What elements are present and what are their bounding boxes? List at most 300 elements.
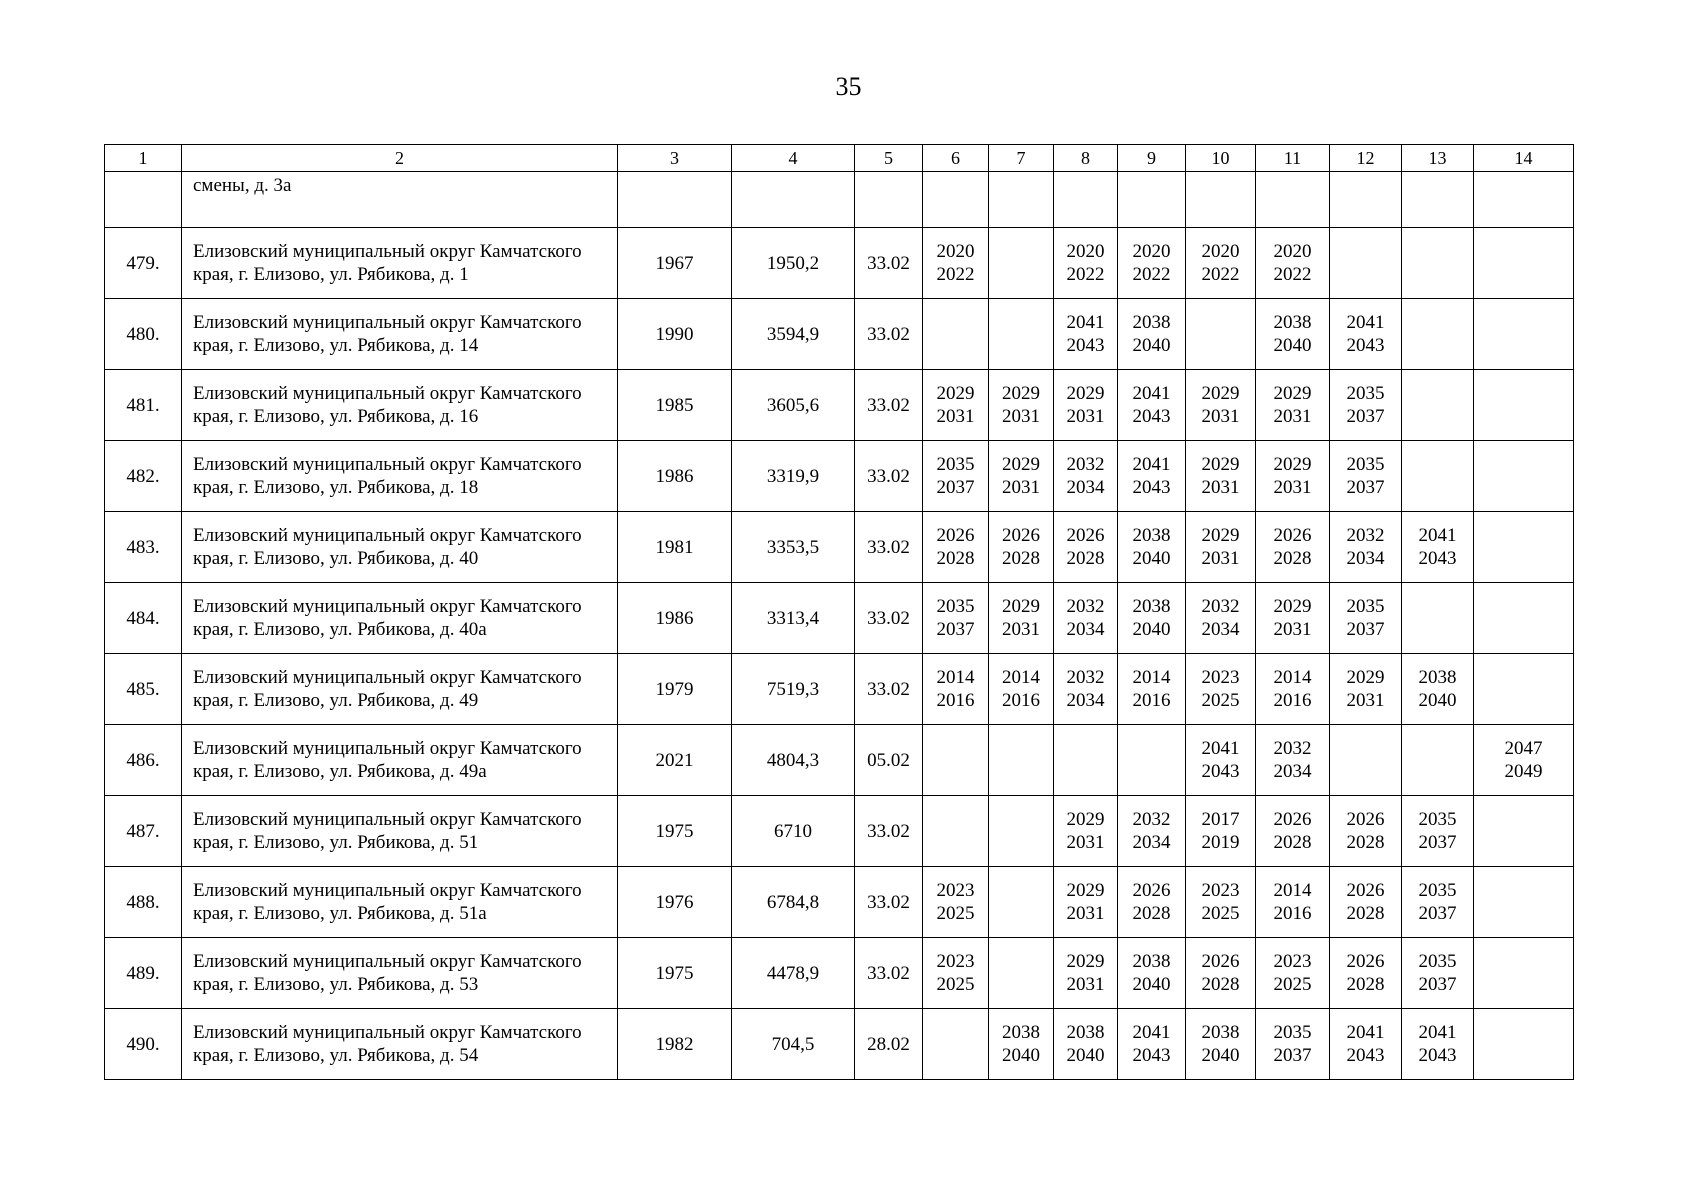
period-end: 2043: [1346, 1045, 1385, 1066]
code-cell: 33.02: [855, 796, 923, 867]
period-end: 2043: [1132, 1045, 1171, 1066]
period-cell: [1256, 583, 1330, 654]
period-start: 2029: [1273, 596, 1312, 617]
column-header: 10: [1186, 145, 1256, 172]
period-start: 2014: [1132, 667, 1171, 688]
period-start: 2023: [1273, 951, 1312, 972]
row-number-cell: 490.: [105, 1009, 182, 1080]
column-header: 13: [1402, 145, 1474, 172]
period-cell: [1118, 938, 1186, 1009]
code-cell: 33.02: [855, 583, 923, 654]
column-header: 1: [105, 145, 182, 172]
period-start: 2041: [1132, 383, 1171, 404]
address-cell: Елизовский муниципальный округ Камчатского края, г. Елизово, ул. Рябикова, д. 18: [182, 441, 618, 512]
period-cell: [1402, 370, 1474, 441]
period-cell: [1186, 228, 1256, 299]
period-cell: [923, 583, 989, 654]
period-start: 2026: [1273, 809, 1312, 830]
column-header: 11: [1256, 145, 1330, 172]
period-start: 2029: [1066, 880, 1105, 901]
period-cell: [1256, 725, 1330, 796]
period-cell: [1402, 512, 1474, 583]
period-end: 2040: [1066, 1045, 1105, 1066]
column-header: 5: [855, 145, 923, 172]
table-cell: [1118, 172, 1186, 228]
period-cell: [1474, 796, 1574, 867]
period-cell: [1256, 938, 1330, 1009]
header-row: [105, 145, 1574, 172]
address-cell: Елизовский муниципальный округ Камчатского края, г. Елизово, ул. Рябикова, д. 54: [182, 1009, 618, 1080]
period-cell: [1186, 370, 1256, 441]
period-cell: [923, 512, 989, 583]
code-cell: 33.02: [855, 228, 923, 299]
period-end: 2040: [1132, 335, 1171, 356]
row-number-cell: 483.: [105, 512, 182, 583]
period-start: 2014: [1002, 667, 1040, 688]
code-cell: 05.02: [855, 725, 923, 796]
area-cell: 4804,3: [732, 725, 855, 796]
period-cell: [1330, 1009, 1402, 1080]
table-row: [105, 228, 1574, 299]
code-cell: 33.02: [855, 441, 923, 512]
code-cell: 33.02: [855, 299, 923, 370]
area-cell: 1950,2: [732, 228, 855, 299]
table-cell: [105, 172, 182, 228]
table-cell: [732, 172, 855, 228]
period-end: 2031: [1002, 619, 1040, 640]
area-cell: 4478,9: [732, 938, 855, 1009]
period-cell: [1054, 441, 1118, 512]
period-start: 2038: [1132, 951, 1171, 972]
column-header: 6: [923, 145, 989, 172]
period-end: 2022: [1201, 264, 1240, 285]
period-start: 2026: [1273, 525, 1312, 546]
period-cell: [1330, 512, 1402, 583]
period-cell: [923, 441, 989, 512]
period-start: 2029: [1201, 454, 1240, 475]
period-start: 2020: [1273, 241, 1312, 262]
period-cell: [1474, 512, 1574, 583]
address-cell: Елизовский муниципальный округ Камчатского края, г. Елизово, ул. Рябикова, д. 51а: [182, 867, 618, 938]
period-end: 2037: [1418, 903, 1457, 924]
period-end: 2034: [1066, 619, 1105, 640]
period-cell: [1474, 583, 1574, 654]
year-built-cell: 1986: [618, 441, 732, 512]
period-end: 2028: [1066, 548, 1105, 569]
period-start: 2029: [1066, 951, 1105, 972]
period-start: 2020: [1201, 241, 1240, 262]
period-end: 2016: [1002, 690, 1040, 711]
row-number-cell: 482.: [105, 441, 182, 512]
address-cell: Елизовский муниципальный округ Камчатского края, г. Елизово, ул. Рябикова, д. 40а: [182, 583, 618, 654]
period-cell: [989, 1009, 1054, 1080]
period-start: 2026: [1346, 809, 1385, 830]
table-cell: [989, 172, 1054, 228]
period-end: 2025: [936, 974, 975, 995]
period-cell: [1256, 299, 1330, 370]
table-cell: [1474, 172, 1574, 228]
period-start: 2038: [1273, 312, 1312, 333]
period-cell: [1256, 441, 1330, 512]
period-cell: [1330, 938, 1402, 1009]
period-end: 2025: [1273, 974, 1312, 995]
period-cell: [1054, 512, 1118, 583]
address-cell: Елизовский муниципальный округ Камчатского края, г. Елизово, ул. Рябикова, д. 16: [182, 370, 618, 441]
period-cell: [1054, 1009, 1118, 1080]
period-end: 2043: [1132, 477, 1171, 498]
period-cell: [1186, 299, 1256, 370]
continuation-row: [105, 172, 1574, 228]
table-row: [105, 441, 1574, 512]
period-cell: [1118, 228, 1186, 299]
period-start: 2020: [936, 241, 975, 262]
period-start: 2023: [936, 951, 975, 972]
period-cell: [1402, 228, 1474, 299]
period-start: 2035: [1418, 809, 1457, 830]
row-number-cell: 487.: [105, 796, 182, 867]
address-cell: Елизовский муниципальный округ Камчатского края, г. Елизово, ул. Рябикова, д. 51: [182, 796, 618, 867]
period-start: 2026: [1132, 880, 1171, 901]
period-cell: [1402, 796, 1474, 867]
period-cell: [989, 583, 1054, 654]
period-cell: [1474, 441, 1574, 512]
column-header: 2: [182, 145, 618, 172]
period-end: 2040: [1273, 335, 1312, 356]
table-row: [105, 583, 1574, 654]
period-end: 2043: [1346, 335, 1385, 356]
period-start: 2038: [1066, 1022, 1105, 1043]
period-cell: [1474, 938, 1574, 1009]
period-end: 2049: [1504, 761, 1543, 782]
table-row: [105, 370, 1574, 441]
area-cell: 3313,4: [732, 583, 855, 654]
period-end: 2031: [1066, 832, 1105, 853]
period-cell: [1118, 796, 1186, 867]
period-cell: [1256, 228, 1330, 299]
period-end: 2040: [1201, 1045, 1240, 1066]
period-end: 2031: [1273, 406, 1312, 427]
period-start: 2041: [1418, 1022, 1457, 1043]
row-number-cell: 488.: [105, 867, 182, 938]
table-row: [105, 796, 1574, 867]
period-cell: [1118, 583, 1186, 654]
year-built-cell: 1976: [618, 867, 732, 938]
period-cell: [1186, 867, 1256, 938]
year-built-cell: 1985: [618, 370, 732, 441]
period-start: 2029: [1002, 596, 1040, 617]
period-end: 2034: [1346, 548, 1385, 569]
period-end: 2031: [936, 406, 975, 427]
period-start: 2035: [1346, 596, 1385, 617]
period-start: 2032: [1066, 454, 1105, 475]
period-end: 2037: [1346, 619, 1385, 640]
area-cell: 3353,5: [732, 512, 855, 583]
period-start: 2023: [1201, 667, 1240, 688]
period-start: 2032: [1066, 667, 1105, 688]
period-end: 2019: [1201, 832, 1240, 853]
address-cell: Елизовский муниципальный округ Камчатского края, г. Елизово, ул. Рябикова, д. 53: [182, 938, 618, 1009]
period-start: 2032: [1346, 525, 1385, 546]
period-end: 2034: [1273, 761, 1312, 782]
period-end: 2034: [1066, 690, 1105, 711]
period-cell: [989, 938, 1054, 1009]
column-header: 8: [1054, 145, 1118, 172]
period-cell: [1330, 867, 1402, 938]
period-cell: [1474, 725, 1574, 796]
column-header: 3: [618, 145, 732, 172]
period-cell: [1118, 370, 1186, 441]
period-cell: [989, 796, 1054, 867]
period-cell: [1330, 370, 1402, 441]
period-cell: [1186, 583, 1256, 654]
period-cell: [1330, 654, 1402, 725]
period-end: 2037: [1418, 832, 1457, 853]
period-end: 2031: [1002, 477, 1040, 498]
table-cell: [1330, 172, 1402, 228]
period-cell: [1330, 583, 1402, 654]
period-cell: [1054, 867, 1118, 938]
period-start: 2029: [1346, 667, 1385, 688]
period-start: 2041: [1418, 525, 1457, 546]
period-end: 2034: [1066, 477, 1105, 498]
period-end: 2037: [1346, 406, 1385, 427]
row-number-cell: 485.: [105, 654, 182, 725]
period-start: 2026: [1066, 525, 1105, 546]
period-end: 2028: [1346, 903, 1385, 924]
period-start: 2029: [1002, 383, 1040, 404]
code-cell: 33.02: [855, 938, 923, 1009]
row-number-cell: 479.: [105, 228, 182, 299]
period-cell: [1118, 441, 1186, 512]
period-cell: [1186, 1009, 1256, 1080]
period-cell: [1054, 228, 1118, 299]
period-cell: [1256, 1009, 1330, 1080]
table-row: [105, 725, 1574, 796]
table-cell: [855, 172, 923, 228]
period-cell: [1186, 512, 1256, 583]
period-cell: [1330, 299, 1402, 370]
period-end: 2031: [1066, 903, 1105, 924]
period-end: 2031: [1273, 619, 1312, 640]
period-cell: [923, 938, 989, 1009]
period-end: 2028: [1201, 974, 1240, 995]
row-number-cell: 480.: [105, 299, 182, 370]
period-start: 2041: [1066, 312, 1105, 333]
period-end: 2031: [1002, 406, 1040, 427]
period-end: 2025: [1201, 903, 1240, 924]
column-header: 4: [732, 145, 855, 172]
period-cell: [1330, 796, 1402, 867]
period-end: 2031: [1201, 548, 1240, 569]
code-cell: 33.02: [855, 867, 923, 938]
column-header: 14: [1474, 145, 1574, 172]
period-end: 2028: [1346, 974, 1385, 995]
period-end: 2031: [1066, 406, 1105, 427]
period-start: 2035: [936, 596, 975, 617]
period-cell: [989, 228, 1054, 299]
period-end: 2031: [1273, 477, 1312, 498]
period-cell: [1054, 583, 1118, 654]
period-cell: [1118, 725, 1186, 796]
period-cell: [1402, 583, 1474, 654]
period-start: 2020: [1132, 241, 1171, 262]
period-start: 2035: [1346, 454, 1385, 475]
period-cell: [989, 867, 1054, 938]
table-row: [105, 654, 1574, 725]
period-start: 2032: [1273, 738, 1312, 759]
period-cell: [1256, 867, 1330, 938]
column-header: 12: [1330, 145, 1402, 172]
period-end: 2028: [936, 548, 975, 569]
area-cell: 704,5: [732, 1009, 855, 1080]
year-built-cell: 1990: [618, 299, 732, 370]
period-start: 2029: [936, 383, 975, 404]
row-number-cell: 489.: [105, 938, 182, 1009]
period-cell: [1054, 370, 1118, 441]
period-cell: [1054, 299, 1118, 370]
area-cell: 3319,9: [732, 441, 855, 512]
period-cell: [1474, 867, 1574, 938]
period-cell: [1186, 654, 1256, 725]
area-cell: 7519,3: [732, 654, 855, 725]
period-start: 2029: [1201, 383, 1240, 404]
period-start: 2041: [1346, 1022, 1385, 1043]
period-start: 2038: [1132, 596, 1171, 617]
area-cell: 6710: [732, 796, 855, 867]
period-start: 2032: [1201, 596, 1240, 617]
period-end: 2022: [936, 264, 975, 285]
period-start: 2026: [1346, 880, 1385, 901]
period-start: 2014: [1273, 667, 1312, 688]
period-end: 2040: [1418, 690, 1457, 711]
code-cell: 28.02: [855, 1009, 923, 1080]
period-start: 2029: [1201, 525, 1240, 546]
period-cell: [1330, 441, 1402, 512]
period-end: 2037: [936, 619, 975, 640]
period-cell: [1186, 725, 1256, 796]
period-cell: [1118, 299, 1186, 370]
period-cell: [1330, 228, 1402, 299]
period-start: 2017: [1201, 809, 1240, 830]
period-cell: [1054, 796, 1118, 867]
period-start: 2035: [936, 454, 975, 475]
period-start: 2041: [1132, 454, 1171, 475]
area-cell: 3594,9: [732, 299, 855, 370]
period-cell: [1256, 512, 1330, 583]
period-start: 2047: [1504, 738, 1543, 759]
period-cell: [1118, 654, 1186, 725]
period-start: 2035: [1273, 1022, 1312, 1043]
table-cell: [1402, 172, 1474, 228]
address-cell: Елизовский муниципальный округ Камчатского края, г. Елизово, ул. Рябикова, д. 14: [182, 299, 618, 370]
period-start: 2020: [1066, 241, 1105, 262]
period-end: 2028: [1273, 832, 1312, 853]
period-cell: [989, 654, 1054, 725]
period-start: 2014: [1273, 880, 1312, 901]
period-start: 2026: [1002, 525, 1040, 546]
year-built-cell: 1986: [618, 583, 732, 654]
period-start: 2038: [1201, 1022, 1240, 1043]
period-cell: [923, 725, 989, 796]
year-built-cell: 1979: [618, 654, 732, 725]
period-cell: [989, 370, 1054, 441]
period-end: 2034: [1201, 619, 1240, 640]
period-cell: [1256, 370, 1330, 441]
period-end: 2043: [1132, 406, 1171, 427]
period-start: 2032: [1066, 596, 1105, 617]
period-start: 2038: [1002, 1022, 1040, 1043]
column-header: 7: [989, 145, 1054, 172]
year-built-cell: 1967: [618, 228, 732, 299]
period-cell: [989, 512, 1054, 583]
table-row: [105, 867, 1574, 938]
period-end: 2037: [1346, 477, 1385, 498]
year-built-cell: 1981: [618, 512, 732, 583]
period-start: 2023: [936, 880, 975, 901]
period-start: 2014: [936, 667, 975, 688]
period-cell: [1118, 512, 1186, 583]
period-start: 2026: [1346, 951, 1385, 972]
capital-repair-schedule-table: [104, 144, 1574, 1080]
period-end: 2031: [1201, 406, 1240, 427]
period-cell: [1402, 654, 1474, 725]
period-start: 2035: [1346, 383, 1385, 404]
period-end: 2016: [1132, 690, 1171, 711]
table-row: [105, 299, 1574, 370]
period-cell: [1054, 938, 1118, 1009]
table-cell: [1186, 172, 1256, 228]
period-end: 2034: [1132, 832, 1171, 853]
period-cell: [1402, 725, 1474, 796]
period-start: 2038: [1418, 667, 1457, 688]
period-cell: [923, 370, 989, 441]
year-built-cell: 1982: [618, 1009, 732, 1080]
page-number: 35: [835, 72, 862, 101]
period-end: 2022: [1066, 264, 1105, 285]
address-cell: Елизовский муниципальный округ Камчатского края, г. Елизово, ул. Рябикова, д. 1: [182, 228, 618, 299]
code-cell: 33.02: [855, 654, 923, 725]
table-cell: [923, 172, 989, 228]
period-cell: [1402, 441, 1474, 512]
period-cell: [1054, 725, 1118, 796]
period-end: 2028: [1273, 548, 1312, 569]
period-end: 2037: [936, 477, 975, 498]
period-end: 2043: [1066, 335, 1105, 356]
address-cell: Елизовский муниципальный округ Камчатского края, г. Елизово, ул. Рябикова, д. 49а: [182, 725, 618, 796]
period-start: 2038: [1132, 312, 1171, 333]
period-end: 2022: [1273, 264, 1312, 285]
period-end: 2031: [1346, 690, 1385, 711]
period-cell: [923, 796, 989, 867]
period-end: 2016: [936, 690, 975, 711]
period-end: 2040: [1132, 548, 1171, 569]
year-built-cell: 1975: [618, 796, 732, 867]
table-row: [105, 512, 1574, 583]
period-end: 2043: [1201, 761, 1240, 782]
period-start: 2041: [1132, 1022, 1171, 1043]
period-end: 2037: [1273, 1045, 1312, 1066]
column-header: 9: [1118, 145, 1186, 172]
code-cell: 33.02: [855, 370, 923, 441]
period-cell: [1402, 938, 1474, 1009]
period-start: 2038: [1132, 525, 1171, 546]
period-end: 2040: [1132, 619, 1171, 640]
row-number-cell: 481.: [105, 370, 182, 441]
period-start: 2029: [1273, 454, 1312, 475]
period-cell: [1186, 938, 1256, 1009]
period-end: 2025: [936, 903, 975, 924]
area-cell: 3605,6: [732, 370, 855, 441]
